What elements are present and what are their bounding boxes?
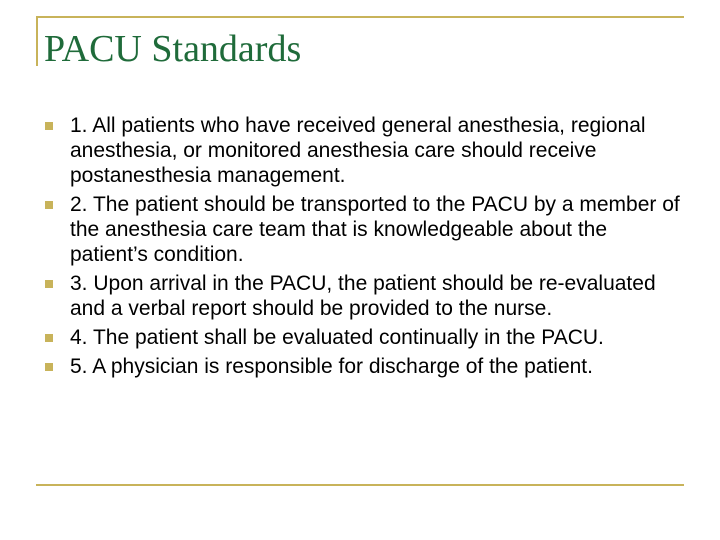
bullet-item-2 bbox=[44, 192, 684, 267]
frame-top-rule bbox=[36, 16, 684, 18]
bullet-text: 4. The patient shall be evaluated continually in the PACU. bbox=[70, 326, 604, 349]
bullet-item-1 bbox=[44, 113, 684, 188]
bullet-text: 5. A physician is responsible for discharge of the patient. bbox=[70, 355, 593, 378]
square-bullet-icon bbox=[45, 201, 53, 209]
bullet-text: 1. All patients who have received general anesthesia, regional anesthesia, or monitored anesthesia care should receive postanesthesia management. bbox=[70, 114, 646, 187]
bullet-item-3 bbox=[44, 271, 684, 321]
bullet-text: 3. Upon arrival in the PACU, the patient should be re-evaluated and a verbal report should be provided to the nurse. bbox=[70, 272, 656, 320]
square-bullet-icon bbox=[45, 363, 53, 371]
bullet-item-4 bbox=[44, 325, 684, 350]
square-bullet-icon bbox=[45, 122, 53, 130]
bullet-text: 2. The patient should be transported to the PACU by a member of the anesthesia care team that is knowledgeable about the patient’s condition. bbox=[70, 193, 680, 266]
frame-left-rule bbox=[36, 16, 38, 66]
slide-title: PACU Standards bbox=[44, 28, 302, 70]
bullet-item-5 bbox=[44, 354, 684, 379]
square-bullet-icon bbox=[45, 280, 53, 288]
bullet-list bbox=[44, 113, 684, 383]
frame-bottom-rule bbox=[36, 484, 684, 486]
square-bullet-icon bbox=[45, 334, 53, 342]
